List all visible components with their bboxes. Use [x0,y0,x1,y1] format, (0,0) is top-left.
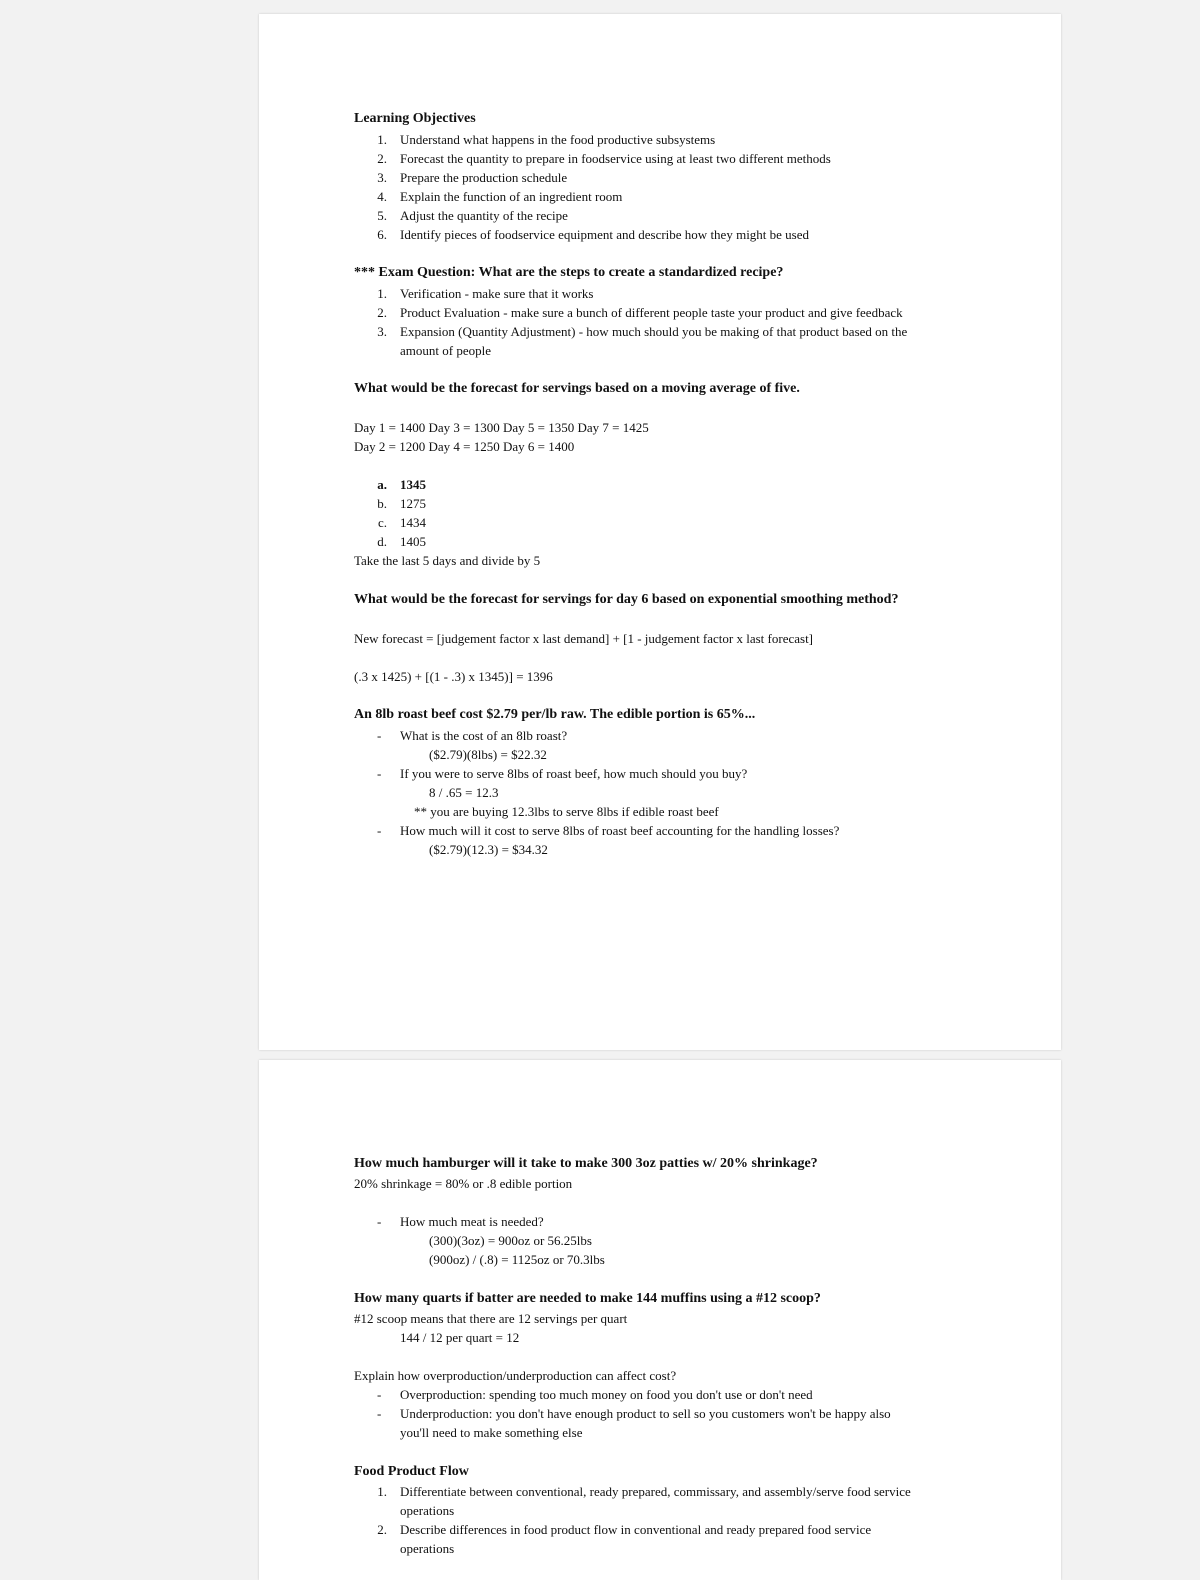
list-item: Explain the function of an ingredient room [400,189,623,204]
exponential-smoothing-question: What would be the forecast for servings for day 6 based on exponential smoothing method? [354,592,899,607]
list-item-continuation: amount of people [400,343,491,358]
document-page-2 [259,1060,1061,1580]
roast-question-1: What is the cost of an 8lb roast? [400,728,568,743]
option-value: 1275 [400,496,426,511]
list-number: 1. [377,286,387,301]
roast-question-3: How much will it cost to serve 8lbs of roast beef accounting for the handling losses? [400,823,840,838]
bullet-dash: - [377,823,382,838]
option-value: 1405 [400,534,426,549]
overproduction-item: Overproduction: spending too much money on food you don't use or don't need [400,1387,813,1402]
production-cost-question: Explain how overproduction/underproduction can affect cost? [354,1368,677,1383]
list-number: 2. [377,1522,387,1537]
bullet-dash: - [377,1387,382,1402]
option-letter: a. [377,477,387,492]
list-number: 3. [377,170,387,185]
list-item: Expansion (Quantity Adjustment) - how much should you be making of that product based on the [400,324,908,339]
underproduction-item: Underproduction: you don't have enough product to sell so you customers won't be happy also [400,1406,891,1421]
list-item-continuation: operations [400,1503,455,1518]
option-letter: c. [377,515,387,530]
roast-question-2: If you were to serve 8lbs of roast beef, how much should you buy? [400,766,748,781]
list-item: Product Evaluation - make sure a bunch of different people taste your product and give feedback [400,305,903,320]
list-item: Verification - make sure that it works [400,286,594,301]
moving-average-question: What would be the forecast for servings based on a moving average of five. [354,381,800,396]
bullet-dash: - [377,1406,382,1421]
roast-answer-1: ($2.79)(8lbs) = $22.32 [429,747,547,762]
meat-needed-question: How much meat is needed? [400,1214,544,1229]
option-letter: b. [377,496,387,511]
document-page-1 [259,14,1061,1050]
list-item: Describe differences in food product flow in conventional and ready prepared food service [400,1522,872,1537]
list-number: 3. [377,324,387,339]
list-item: Identify pieces of foodservice equipment and describe how they might be used [400,227,810,242]
list-item: Forecast the quantity to prepare in foodservice using at least two different methods [400,151,831,166]
underproduction-item-continuation: you'll need to make something else [400,1425,583,1440]
shrinkage-note: 20% shrinkage = 80% or .8 edible portion [354,1176,573,1191]
list-item: Prepare the production schedule [400,170,568,185]
list-number: 2. [377,151,387,166]
list-number: 5. [377,208,387,223]
list-number: 2. [377,305,387,320]
bullet-dash: - [377,728,382,743]
bullet-dash: - [377,766,382,781]
bullet-dash: - [377,1214,382,1229]
meat-calc-2: (900oz) / (.8) = 1125oz or 70.3lbs [429,1252,605,1267]
moving-average-note: Take the last 5 days and divide by 5 [354,553,541,568]
forecast-formula: New forecast = [judgement factor x last demand] + [1 - judgement factor x last forecast] [354,631,814,646]
day-values-row-1: Day 1 = 1400 Day 3 = 1300 Day 5 = 1350 Day 7 = 1425 [354,420,649,435]
option-value: 1434 [400,515,426,530]
list-item: Adjust the quantity of the recipe [400,208,568,223]
hamburger-question: How much hamburger will it take to make 300 3oz patties w/ 20% shrinkage? [354,1156,818,1171]
list-item: Differentiate between conventional, ready prepared, commissary, and assembly/serve food service [400,1484,911,1499]
learning-objectives-heading: Learning Objectives [354,111,476,126]
option-value: 1345 [400,477,426,492]
scoop-note: #12 scoop means that there are 12 servings per quart [354,1311,628,1326]
option-letter: d. [377,534,387,549]
list-number: 4. [377,189,387,204]
list-item-continuation: operations [400,1541,455,1556]
day-values-row-2: Day 2 = 1200 Day 4 = 1250 Day 6 = 1400 [354,439,575,454]
muffin-calculation: 144 / 12 per quart = 12 [400,1330,520,1345]
muffin-question: How many quarts if batter are needed to make 144 muffins using a #12 scoop? [354,1291,821,1306]
exam-question-heading: *** Exam Question: What are the steps to create a standardized recipe? [354,265,784,280]
roast-answer-2: 8 / .65 = 12.3 [429,785,499,800]
meat-calc-1: (300)(3oz) = 900oz or 56.25lbs [429,1233,592,1248]
roast-answer-3: ($2.79)(12.3) = $34.32 [429,842,548,857]
roast-beef-problem-heading: An 8lb roast beef cost $2.79 per/lb raw. The edible portion is 65%... [354,707,756,722]
food-product-flow-heading: Food Product Flow [354,1464,469,1479]
forecast-calculation: (.3 x 1425) + [(1 - .3) x 1345)] = 1396 [354,669,553,684]
list-number: 1. [377,132,387,147]
list-number: 1. [377,1484,387,1499]
list-item: Understand what happens in the food productive subsystems [400,132,716,147]
roast-answer-2-note: ** you are buying 12.3lbs to serve 8lbs if edible roast beef [414,804,719,819]
list-number: 6. [377,227,387,242]
